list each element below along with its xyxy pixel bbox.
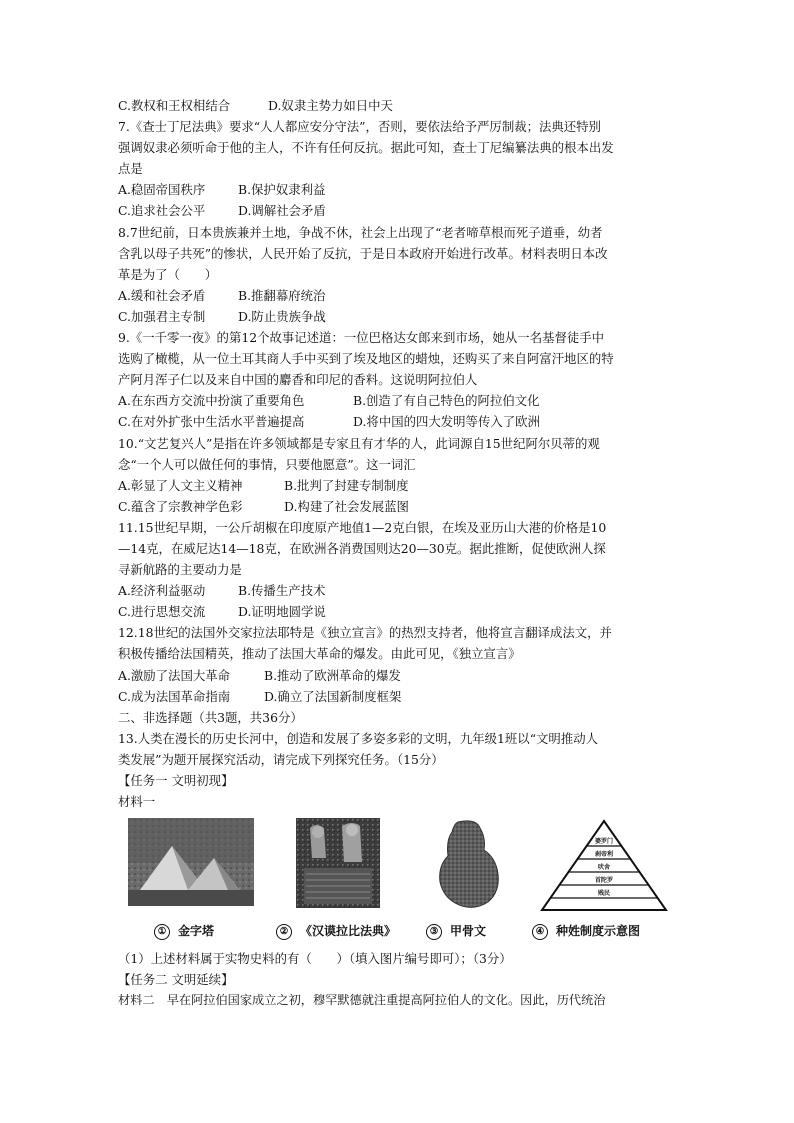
- figure-number: ③: [426, 924, 442, 940]
- material-one-label: 材料一: [118, 794, 156, 810]
- option-d: D.确立了法国新制度框架: [264, 688, 402, 704]
- option-a: A.经济利益驱动: [118, 583, 206, 599]
- q10-line-1: 10.“文艺复兴人”是指在许多领域都是专家且有才华的人，此词源自15世纪阿尔贝蒂的观: [118, 435, 600, 451]
- option-c: C.进行思想交流: [118, 604, 206, 620]
- option-a: A.激励了法国大革命: [118, 667, 231, 683]
- pyramid-image: [128, 818, 254, 906]
- option-d: D.将中国的四大发明等传入了欧洲: [353, 414, 540, 430]
- option-a: A.在东西方交流中扮演了重要角色: [118, 393, 305, 409]
- caption-text: 种姓制度示意图: [556, 924, 641, 939]
- q8-line-2: 含乳以母子共死”的惨状，人民开始了反抗，于是日本政府开始进行改革。材料表明日本改: [118, 245, 608, 261]
- q9-options-cd: [118, 411, 688, 432]
- option-a: A.缓和社会矛盾: [118, 287, 206, 303]
- q7-options-ab: [118, 179, 688, 200]
- caste-level-2: 刹帝利: [594, 851, 614, 859]
- task-two-heading: 【任务二 文明延续】: [118, 972, 234, 988]
- q12-options-cd: [118, 686, 688, 707]
- q13-sub1: （1）上述材料属于实物史料的有（ ）（填入图片编号即可）；（3分）: [118, 951, 512, 967]
- text-line: [118, 95, 688, 116]
- q11-options-ab: [118, 580, 688, 601]
- figure-number: ④: [532, 924, 548, 940]
- option-c: C.成为法国革命指南: [118, 688, 231, 704]
- option-b: B.创造了有自己特色的阿拉伯文化: [353, 393, 540, 409]
- q11-line-2: —14克，在威尼达14—18克，在欧洲各消费国则达20—30克。据此推断，促使欧洲人探: [118, 540, 606, 556]
- caste-diagram: [540, 818, 668, 914]
- figure-row: [118, 818, 688, 946]
- caste-level-1: 婆罗门: [594, 838, 614, 846]
- section-heading: 二、非选择题（共3题，共36分）: [118, 709, 303, 725]
- q11-options-cd: [118, 601, 688, 622]
- figure-caption-1: [154, 922, 214, 940]
- option-d: D.构建了社会发展蓝图: [284, 498, 409, 514]
- option-c: C.加强君主专制: [118, 308, 206, 324]
- q9-line-2: 选购了橄榄，从一位土耳其商人手中买到了埃及地区的蜡烛，还购买了来自阿富汗地区的特: [118, 351, 614, 367]
- figure-caption-3: [426, 922, 486, 940]
- option-d: D.防止贵族争战: [238, 308, 326, 324]
- caste-level-4: 首陀罗: [594, 877, 614, 885]
- hammurabi-stele-image: [296, 818, 380, 908]
- q7-line-3: 点是: [118, 161, 143, 177]
- caste-level-5: 贱民: [597, 890, 611, 898]
- q13-line-1: 13.人类在漫长的历史长河中，创造和发展了多姿多彩的文明，九年级1班以“文明推动人: [118, 730, 598, 746]
- option-d: D.调解社会矛盾: [238, 203, 326, 219]
- q12-options-ab: [118, 665, 688, 686]
- option-b: B.推翻幕府统治: [238, 287, 326, 303]
- option-b: B.保护奴隶利益: [238, 182, 326, 198]
- q7-options-cd: [118, 200, 688, 221]
- option-c: C.蕴含了宗教神学色彩: [118, 498, 243, 514]
- q10-options-ab: [118, 475, 688, 496]
- option-b: B.推动了欧洲革命的爆发: [264, 667, 401, 683]
- oracle-bone-image: [436, 818, 502, 910]
- option-c: C.追求社会公平: [118, 203, 206, 219]
- caption-text: 甲骨文: [450, 924, 487, 939]
- caste-level-3: 吠舍: [597, 864, 611, 872]
- q11-line-3: 寻新航路的主要动力是: [118, 562, 242, 578]
- figure-caption-4: [532, 922, 640, 940]
- q12-line-2: 积极传播给法国精英，推动了法国大革命的爆发。由此可见，《独立宣言》: [118, 646, 521, 662]
- q9-line-3: 产阿月浑子仁以及来自中国的麝香和印尼的香料。这说明阿拉伯人: [118, 372, 478, 388]
- option-c: C.在对外扩张中生活水平普遍提高: [118, 414, 305, 430]
- caption-text: 金字塔: [178, 924, 215, 939]
- option-d: D.证明地圆学说: [238, 604, 326, 620]
- q11-line-1: 11.15世纪早期，一公斤胡椒在印度原产地值1—2克白银，在埃及亚历山大港的价格是10: [118, 519, 607, 535]
- q9-line-1: 9.《一千零一夜》的第12个故事记述道：一位巴格达女郎来到市场，她从一名基督徒手中: [118, 330, 605, 346]
- figure-number: ②: [276, 924, 292, 940]
- q12-line-1: 12.18世纪的法国外交家拉法耶特是《独立宣言》的热烈支持者，他将宣言翻译成法文，并: [118, 625, 612, 641]
- q8-options-ab: [118, 285, 688, 306]
- exam-page: [118, 95, 688, 1011]
- option-d: D.奴隶主势力如日中天: [268, 98, 393, 113]
- figure-caption-2: [276, 922, 396, 940]
- q8-line-3: 革是为了（ ）: [118, 266, 218, 282]
- q13-line-2: 类发展”为题开展探究活动，请完成下列探究任务。（15分）: [118, 751, 444, 767]
- q8-options-cd: [118, 306, 688, 327]
- figure-number: ①: [154, 924, 170, 940]
- option-b: B.传播生产技术: [238, 583, 326, 599]
- option-a: A.稳固帝国秩序: [118, 182, 206, 198]
- q10-line-2: 念“一个人可以做任何的事情，只要他愿意”。这一词汇: [118, 456, 416, 472]
- task-one-heading: 【任务一 文明初现】: [118, 773, 234, 788]
- q7-line-2: 强调奴隶必须听命于他的主人，不许有任何反抗。据此可知，查士丁尼编纂法典的根本出发: [118, 140, 614, 156]
- q7-line-1: 7.《查士丁尼法典》要求“人人都应安分守法”，否则，要依法给予严厉制裁；法典还特别: [118, 119, 601, 135]
- caption-text: 《汉谟拉比法典》: [300, 924, 397, 939]
- option-a: A.彰显了人文主义精神: [118, 477, 243, 493]
- q8-line-1: 8.7世纪前，日本贵族兼并土地，争战不休，社会上出现了“老者啼草根而死子道垂，幼者: [118, 224, 603, 240]
- q9-options-ab: [118, 390, 688, 411]
- material-two-text: 材料二 早在阿拉伯国家成立之初，穆罕默德就注重提高阿拉伯人的文化。因此，历代统治: [118, 993, 606, 1008]
- q10-options-cd: [118, 496, 688, 517]
- option-c: C.教权和王权相结合: [118, 98, 231, 113]
- option-b: B.批判了封建专制制度: [284, 477, 409, 493]
